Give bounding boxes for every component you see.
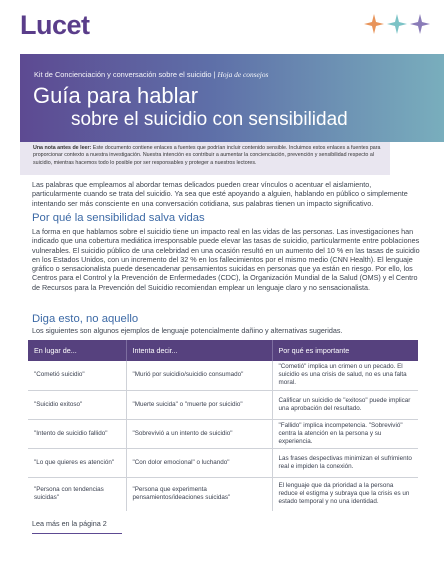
intro-paragraph: Las palabras que empleamos al abordar temas delicados pueden crear vínculos o acentuar el aislamiento, particularmente cuando se trata del suicidio. Ya sea que esté apoyando a alguien, hablando en público o simplemente intentando ser más consciente en una conversación cotidiana, sus palabras tienen un impacto significativo.: [32, 180, 408, 208]
table-row: [28, 477, 418, 511]
cell-try: "Persona que experimenta pensamientos/ideaciones suicidas": [126, 477, 272, 511]
table-row: [28, 390, 418, 419]
header-instead-of: En lugar de...: [28, 340, 126, 361]
cell-instead: "Cometió suicidio": [28, 361, 126, 390]
cell-try: "Muerte suicida" o "muerte por suicidio": [126, 390, 272, 419]
sparkle-purple-icon: [410, 14, 430, 34]
sparkle-orange-icon: [364, 14, 384, 34]
why-paragraph: La forma en que hablamos sobre el suicidio tiene un impacto real en las vidas de las personas. Las investigaciones han indicado que una cobertura mediática irresponsable puede elevar las tasas de suicidio, particularmente entre poblaciones vulnerables. El suicidio público de una celebridad en una ocasión resultó en un aumento del 10 % en las tasas de suicidio en los Estados Unidos, con un incremento del 32 % en los fallecimientos por el mismo medio (CNN Health). El lenguaje gráfico o sensacionalista puede desencadenar pensamientos suicidas en personas que ya están en riesgo. Por ello, los Centros para el Control y la Prevención de Enfermedades (CDC), la Organización Mundial de la Salud (OMS) y el Centro de Recursos para la Prevención del Suicidio recomiendan emplear un lenguaje claro y no sensacionalista.: [32, 227, 420, 292]
notice-lead: Una nota antes de leer:: [33, 145, 92, 151]
cell-try: "Sobrevivió a un intento de suicidio": [126, 419, 272, 448]
cell-why: Calificar un suicidio de "exitoso" puede implicar una aprobación del resultado.: [272, 390, 418, 419]
kit-label-italic: Hoja de consejos: [217, 70, 269, 79]
language-table: [28, 340, 418, 511]
cell-instead: "Persona con tendencias suicidas": [28, 477, 126, 511]
cell-instead: "Intento de suicidio fallido": [28, 419, 126, 448]
heading-say-this: Diga esto, no aquello: [32, 313, 139, 325]
table-row: [28, 448, 418, 477]
table-row: [28, 419, 418, 448]
cell-instead: "Suicidio exitoso": [28, 390, 126, 419]
kit-label: Kit de Concienciación y conversación sobre el suicidio | Hoja de consejos: [34, 70, 269, 79]
reader-notice: [20, 142, 390, 175]
footer-divider: [32, 533, 122, 534]
table-row: [28, 361, 418, 390]
cell-instead: "Lo que quieres es atención": [28, 448, 126, 477]
say-this-subtitle: Los siguientes son algunos ejemplos de lenguaje potencialmente dañino y alternativas sugeridas.: [32, 326, 343, 335]
page-title-line2: sobre el suicidio con sensibilidad: [71, 109, 348, 130]
cell-why: "Cometió" implica un crimen o un pecado. El suicidio es una crisis de salud, no es una falta moral.: [272, 361, 418, 390]
notice-text: Este documento contiene enlaces a fuentes que podrían incluir contenido sensible. Incluimos estos enlaces a fuentes para proporcionar contexto a nuestra investigación. Nuestra intención es contribuir a aumentar la concienciación, prevención y sensibilidad respecto al suicidio, mientras hacemos todo lo posible por ser responsables y proteger a nuestros lectores.: [33, 145, 381, 166]
cell-why: Las frases despectivas minimizan el sufrimiento real e impiden la conexión.: [272, 448, 418, 477]
header-why-matters: Por qué es importante: [272, 340, 418, 361]
cell-why: El lenguaje que da prioridad a la persona reduce el estigma y subraya que la crisis es un estado temporal y no una identidad.: [278, 482, 410, 506]
header-try-saying: Intenta decir...: [126, 340, 272, 361]
heading-why-sensitivity: Por qué la sensibilidad salva vidas: [32, 212, 205, 224]
title-banner: [20, 54, 444, 142]
sparkle-decoration: [364, 14, 430, 34]
sparkle-teal-icon: [387, 14, 407, 34]
cell-try: "Con dolor emocional" o luchando": [126, 448, 272, 477]
table-header-row: [28, 340, 418, 361]
lucet-logo: Lucet: [20, 10, 90, 40]
page-title-line1: Guía para hablar: [33, 83, 199, 108]
read-more-link[interactable]: Lea más en la página 2: [32, 519, 107, 528]
cell-try: "Murió por suicidio/suicidio consumado": [126, 361, 272, 390]
cell-why: "Fallido" implica incompetencia. "Sobrevivió" centra la atención en la persona y su experiencia.: [272, 419, 418, 448]
